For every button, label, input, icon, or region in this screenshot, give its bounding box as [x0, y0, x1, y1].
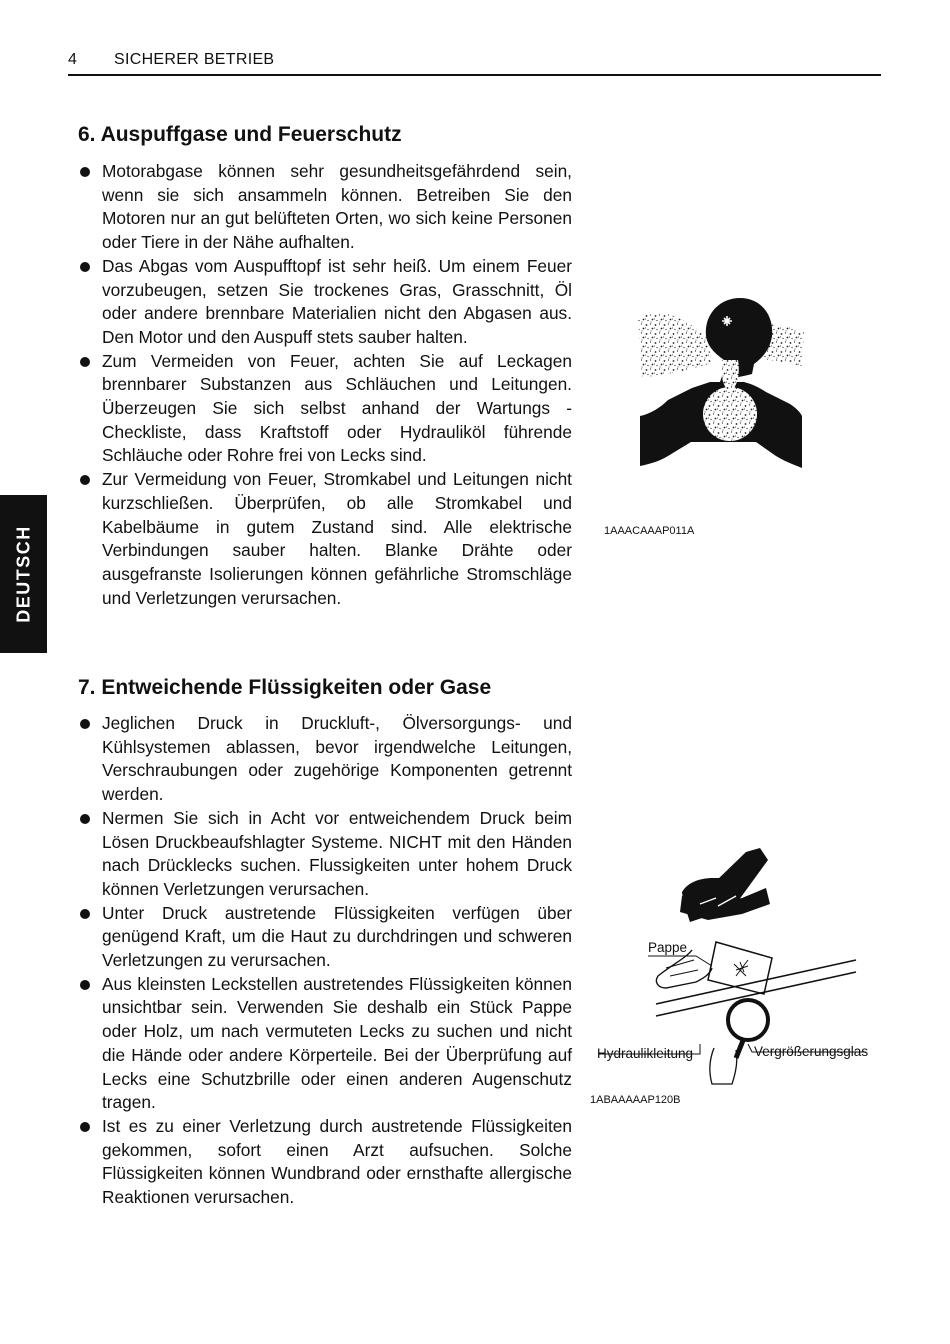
section-7-list [78, 712, 572, 1210]
language-tab-label: DEUTSCH [13, 525, 33, 623]
exhaust-gas-hazard-illustration [636, 296, 806, 471]
label-pappe: Pappe [648, 940, 688, 955]
list-item: Unter Druck austretende Flüssigkeiten verfügen über genügend Kraft, um die Haut zu durchdringen und schweren Verletzungen zu verursachen. [78, 902, 572, 973]
section-6-list [78, 160, 572, 610]
list-item: Aus kleinsten Leckstellen austretendes Flüssigkeiten können unsichtbar sein. Verwenden Sie deshalb ein Stück Pappe oder Holz, um nach vermuteten Lecks zu suchen und nicht die Hände oder andere Körperteile. Bei der Überprüfung auf Lecks eine Schutzbrille oder einen anderen Augenschutz tragen. [78, 973, 572, 1115]
page-header [68, 50, 881, 76]
figure-code-1: 1AAACAAAP011A [604, 525, 695, 537]
page-number: 4 [68, 51, 77, 68]
list-item: Nermen Sie sich in Acht vor entweichendem Druck beim Lösen Druckbeaufshlagter Systeme. NICHT mit den Händen nach Drücklecks suchen. Flussigkeiten unter hohem Druck können Verletzungen verursachen. [78, 807, 572, 902]
figure-code-2: 1ABAAAAAP120B [590, 1094, 681, 1106]
list-item: Ist es zu einer Verletzung durch austretende Flüssigkeiten gekommen, sofort einen Arzt aufsuchen. Solche Flüssigkeiten können Wundbrand oder ernsthafte allergische Reaktionen verursachen. [78, 1115, 572, 1210]
list-item: Zur Vermeidung von Feuer, Stromkabel und Leitungen nicht kurzschließen. Überprüfen, ob alle Stromkabel und Kabelbäume in gutem Zustand sind. Alle elektrische Verbindungen sauber halten. Blanke Drähte oder ausgefranste Isolierungen können gefährliche Stromschläge und Verletzungen verursachen. [78, 468, 572, 610]
label-vergroesserungsglas: Vergrößerungsglas [754, 1044, 869, 1059]
label-hydraulikleitung: Hydraulikleitung [597, 1046, 694, 1061]
language-tab [0, 495, 47, 653]
list-item: Das Abgas vom Auspufftopf ist sehr heiß. Um einem Feuer vorzubeugen, setzen Sie trockenes Gras, Grasschnitt, Öl oder andere brennbare Materialien nicht den Abgasen aus. Den Motor und den Auspuff stets sauber halten. [78, 255, 572, 350]
header-title: SICHERER BETRIEB [114, 51, 275, 68]
list-item: Zum Vermeiden von Feuer, achten Sie auf Leckagen brennbarer Substanzen aus Schläuchen und Leitungen. Überzeugen Sie sich selbst anhand der Wartungs - Checkliste, dass Kraftstoff oder Hydrauliköl führende Schläuche oder Rohre frei von Lecks sind. [78, 350, 572, 469]
list-item: Jeglichen Druck in Druckluft-, Ölversorgungs- und Kühlsystemen ablassen, bevor irgendwelche Leitungen, Verschraubungen oder zugehörige Komponenten getrennt werden. [78, 712, 572, 807]
section-7-heading: 7. Entweichende Flüssigkeiten oder Gase [78, 676, 492, 699]
list-item: Motorabgase können sehr gesundheitsgefährdend sein, wenn sie sich ansammeln können. Betreiben Sie den Motoren nur an gut belüfteten Orten, wo sich keine Personen oder Tiere in der Nähe aufhalten. [78, 160, 572, 255]
section-6-heading: 6. Auspuffgase und Feuerschutz [78, 123, 402, 146]
